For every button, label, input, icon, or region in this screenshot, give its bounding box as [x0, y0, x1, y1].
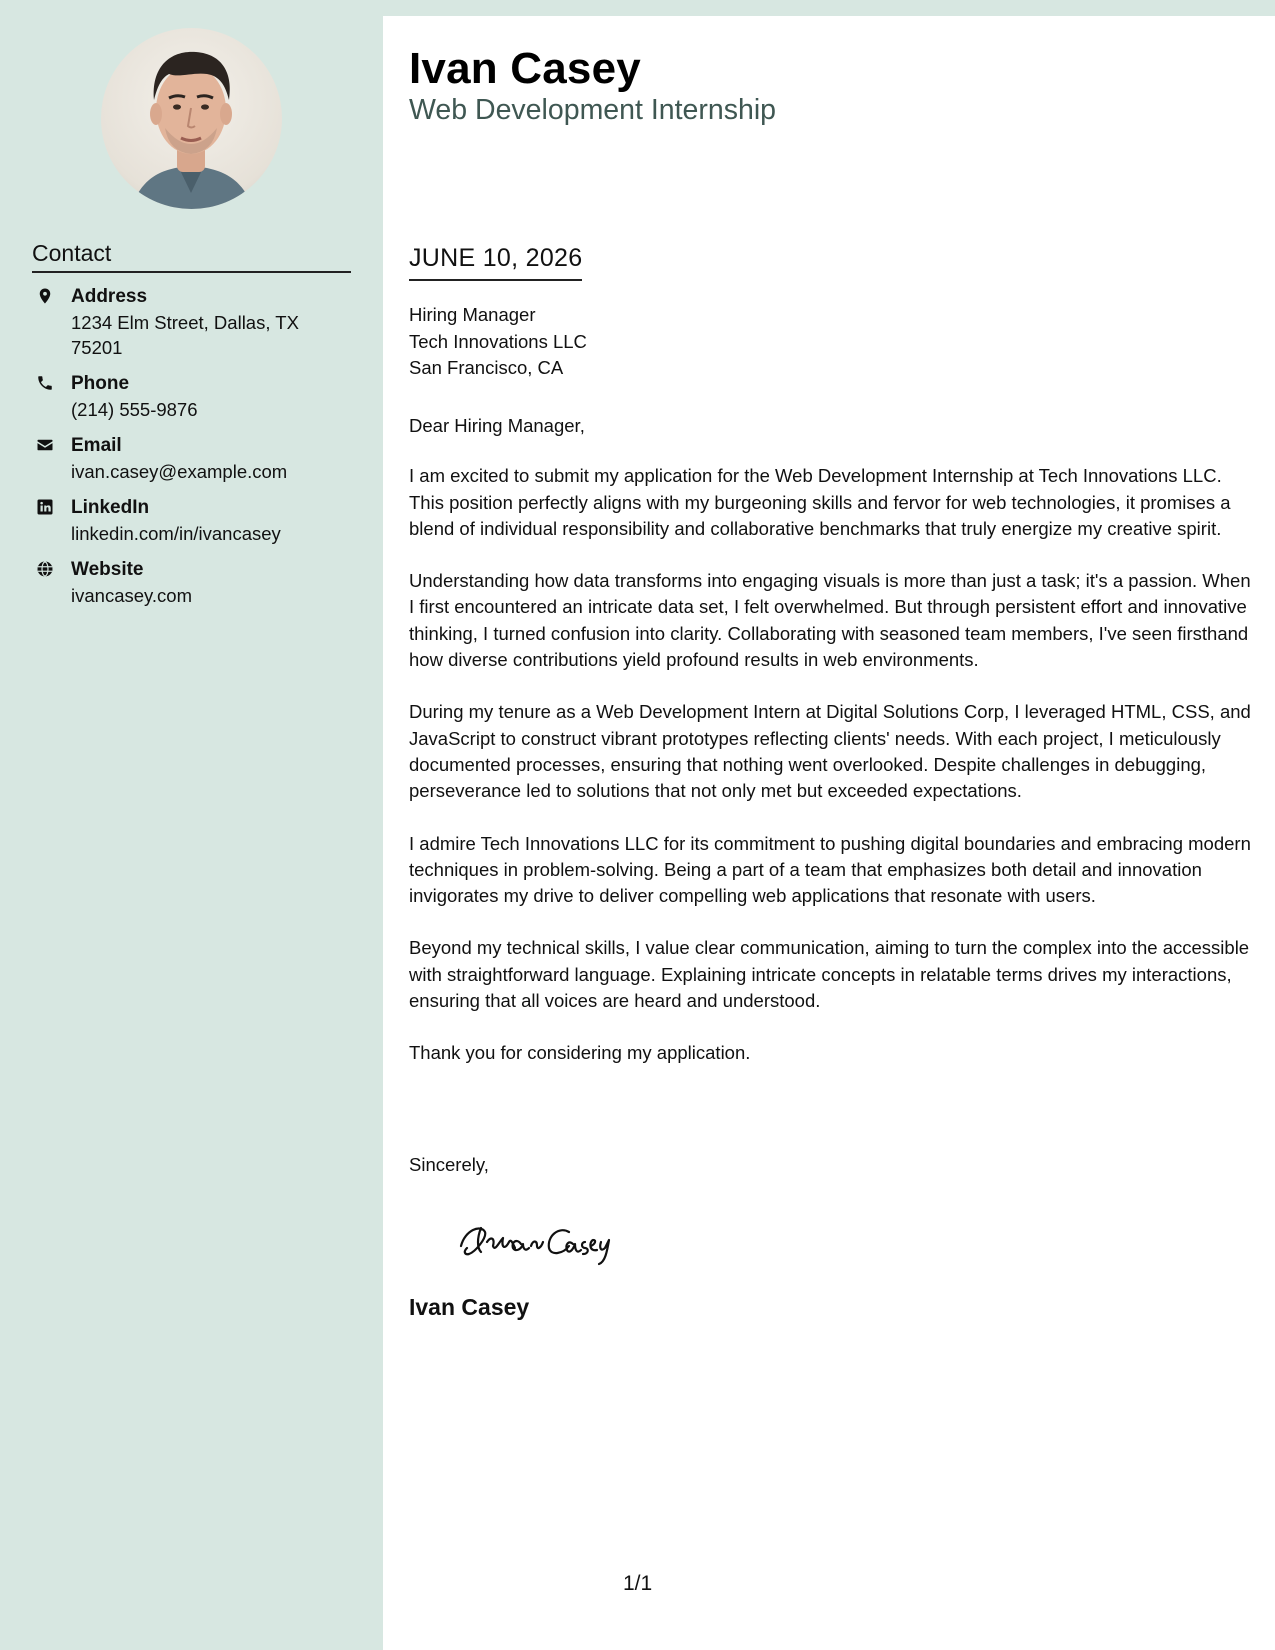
envelope-icon — [35, 435, 55, 455]
page-number: 1/1 — [623, 1572, 653, 1595]
closing: Sincerely, — [409, 1154, 489, 1175]
email-value[interactable]: ivan.casey@example.com — [71, 461, 288, 482]
date-block — [409, 244, 582, 281]
contact-label: LinkedIn — [71, 497, 150, 518]
paragraph: I am excited to submit my application for the Web Development Internship at Tech Innovations LLC. This position perfectly aligns with my burgeoning skills and fervor for web technologies, it promises a blend of individual responsibility and collaborative benchmarks that truly energize my creative spirit. — [409, 465, 1231, 539]
contact-label: Email — [71, 435, 122, 456]
map-pin-icon — [35, 286, 55, 306]
signed-name: Ivan Casey — [409, 1294, 530, 1320]
paragraph: During my tenure as a Web Development Intern at Digital Solutions Corp, I leveraged HTML, CSS, and JavaScript to construct vibrant prototypes reflecting clients' needs. With each project, I meticulously documented processes, ensuring that nothing went overlooked. Despite challenges in debugging, perseverance led to solutions that not only met but exceeded expectations. — [409, 701, 1251, 802]
contact-heading: Contact — [32, 240, 351, 273]
contact-label: Website — [71, 559, 144, 580]
website-value[interactable]: ivancasey.com — [71, 585, 192, 606]
recipient-block — [409, 302, 587, 382]
contact-email — [32, 433, 351, 484]
applicant-name: Ivan Casey — [409, 44, 641, 93]
paragraph: Beyond my technical skills, I value clear communication, aiming to turn the complex into the accessible with straightforward language. Explaining intricate concepts in relatable terms drives my interactions, ensuring that all voices are heard and understood. — [409, 937, 1250, 1012]
position-title: Web Development Internship — [409, 94, 777, 126]
contact-phone — [32, 371, 351, 422]
contact-label: Phone — [71, 373, 130, 394]
recipient-line: Tech Innovations LLC — [409, 330, 587, 352]
contact-website — [32, 557, 351, 608]
linkedin-value[interactable]: linkedin.com/in/ivancasey — [71, 523, 281, 544]
contact-list — [32, 284, 351, 619]
sidebar — [0, 0, 383, 1650]
letter-date: JUNE 10, 2026 — [409, 244, 582, 281]
paragraph: I admire Tech Innovations LLC for its commitment to pushing digital boundaries and embracing modern techniques in problem-solving. Being a part of a team that emphasizes both detail and innovation invigorates my drive to deliver compelling web applications that resonate with users. — [409, 832, 1251, 907]
contact-address — [32, 284, 351, 360]
linkedin-icon — [35, 497, 55, 517]
globe-icon — [35, 559, 55, 579]
contact-linkedin — [32, 495, 351, 546]
handwritten-signature — [451, 1208, 651, 1268]
phone-value: (214) 555-9876 — [71, 399, 198, 420]
paragraph: Understanding how data transforms into engaging visuals is more than just a task; it's a passion. When I first encountered an intricate data set, I felt overwhelmed. But through persistent effort and innovative thinking, I turned confusion into clarity. Collaborating with seasoned team members, I've seen firsthand how diverse contributions yield profound results in web environments. — [409, 570, 1251, 671]
paragraph: Thank you for considering my application. — [409, 1042, 751, 1064]
letter-body — [383, 16, 1275, 1650]
profile-photo-illustration — [101, 28, 282, 209]
profile-photo — [101, 28, 282, 209]
salutation: Dear Hiring Manager, — [409, 415, 585, 436]
contact-label: Address — [71, 286, 148, 307]
recipient-line: San Francisco, CA — [409, 357, 564, 378]
phone-icon — [35, 373, 55, 393]
recipient-line: Hiring Manager — [409, 304, 536, 325]
letter-text — [409, 413, 1252, 1093]
address-value: 1234 Elm Street, Dallas, TX 75201 — [71, 312, 299, 358]
